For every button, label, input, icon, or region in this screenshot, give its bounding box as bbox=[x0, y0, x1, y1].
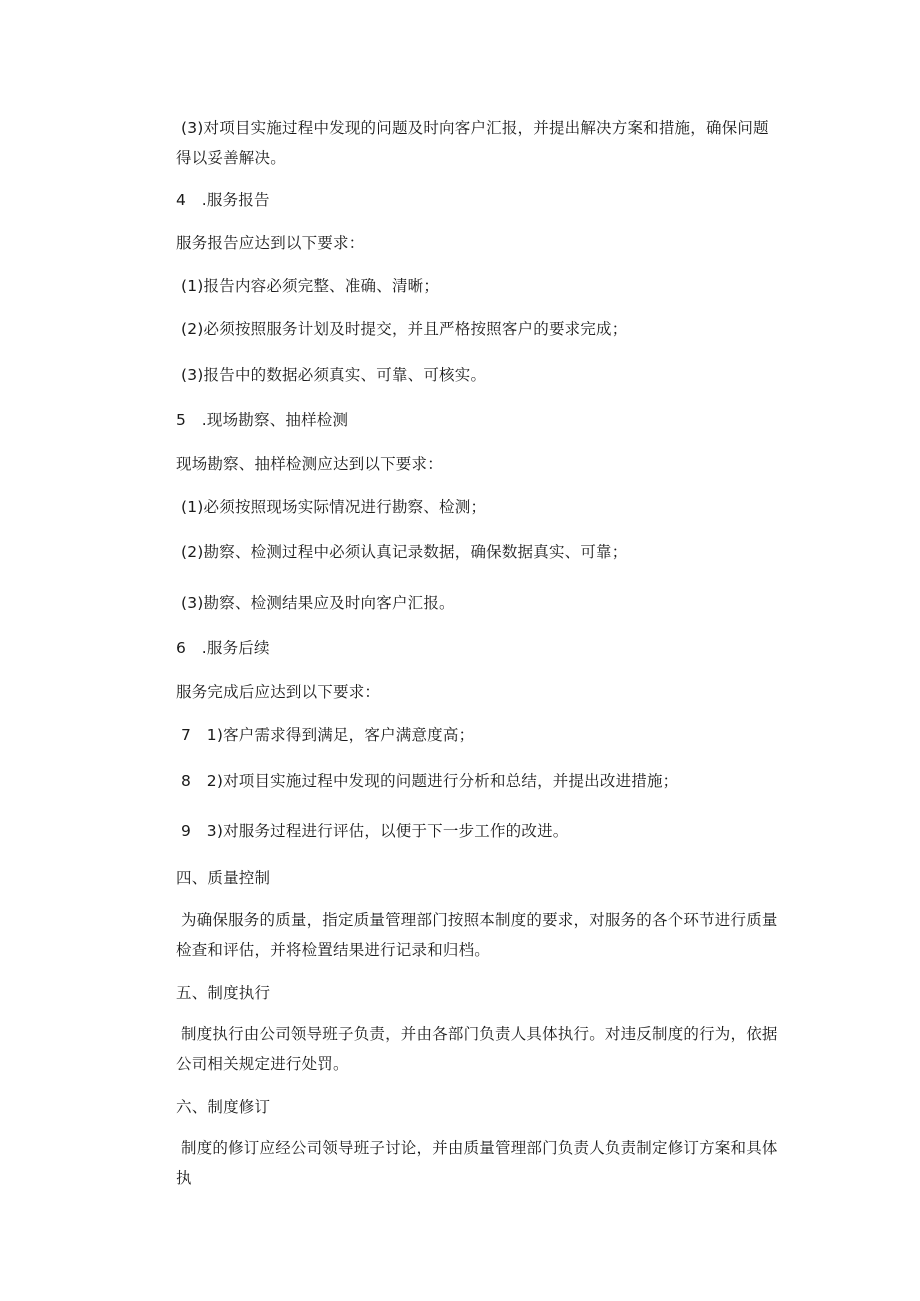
section-heading-execution: 五、制度执行 bbox=[176, 984, 271, 1002]
list-item-report-1: (1)报告内容必须完整、准确、清晰； bbox=[181, 277, 440, 295]
heading-service-report: 4 .服务报告 bbox=[176, 191, 270, 209]
paragraph-quality-control: 为确保服务的质量，指定质量管理部门按照本制度的要求，对服务的各个环节进行质量检查和评估，并将检置结果进行记录和归档。 bbox=[176, 911, 778, 959]
list-item-report-3: (3)报告中的数据必须真实、可靠、可核实。 bbox=[181, 366, 487, 384]
paragraph-execution: 制度执行由公司领导班子负责，并由各部门负责人具体执行。对违反制度的行为，依据公司相关规定进行处罚。 bbox=[176, 1025, 778, 1073]
heading-service-followup: 6 .服务后续 bbox=[176, 639, 270, 657]
list-item-followup-2: 8 2)对项目实施过程中发现的问题进行分析和总结，并提出改进措施； bbox=[181, 772, 679, 790]
section-heading-revision: 六、制度修订 bbox=[176, 1098, 271, 1116]
intro-service-followup: 服务完成后应达到以下要求： bbox=[176, 683, 381, 701]
paragraph-revision: 制度的修订应经公司领导班子讨论，并由质量管理部门负责人负责制定修订方案和具体执 bbox=[176, 1139, 778, 1187]
list-item-survey-1: (1)必须按照现场实际情况进行勘察、检测； bbox=[181, 498, 487, 516]
list-item-survey-3: (3)勘察、检测结果应及时向客户汇报。 bbox=[181, 594, 455, 612]
intro-service-report: 服务报告应达到以下要求： bbox=[176, 234, 365, 252]
list-item-report-2: (2)必须按照服务计划及时提交，并且严格按照客户的要求完成； bbox=[181, 320, 628, 338]
heading-site-survey: 5 .现场勘察、抽样检测 bbox=[176, 411, 349, 429]
list-item-followup-1: 7 1)客户需求得到满足，客户满意度高； bbox=[181, 726, 475, 744]
section-heading-quality-control: 四、质量控制 bbox=[176, 869, 271, 887]
intro-site-survey: 现场勘察、抽样检测应达到以下要求： bbox=[176, 455, 443, 473]
list-item-survey-2: (2)勘察、检测过程中必须认真记录数据，确保数据真实、可靠； bbox=[181, 543, 628, 561]
paragraph-issue-reporting: (3)对项目实施过程中发现的问题及时向客户汇报，并提出解决方案和措施，确保问题得以妥善解决。 bbox=[176, 119, 769, 167]
list-item-followup-3: 9 3)对服务过程进行评估，以便于下一步工作的改进。 bbox=[181, 822, 569, 840]
